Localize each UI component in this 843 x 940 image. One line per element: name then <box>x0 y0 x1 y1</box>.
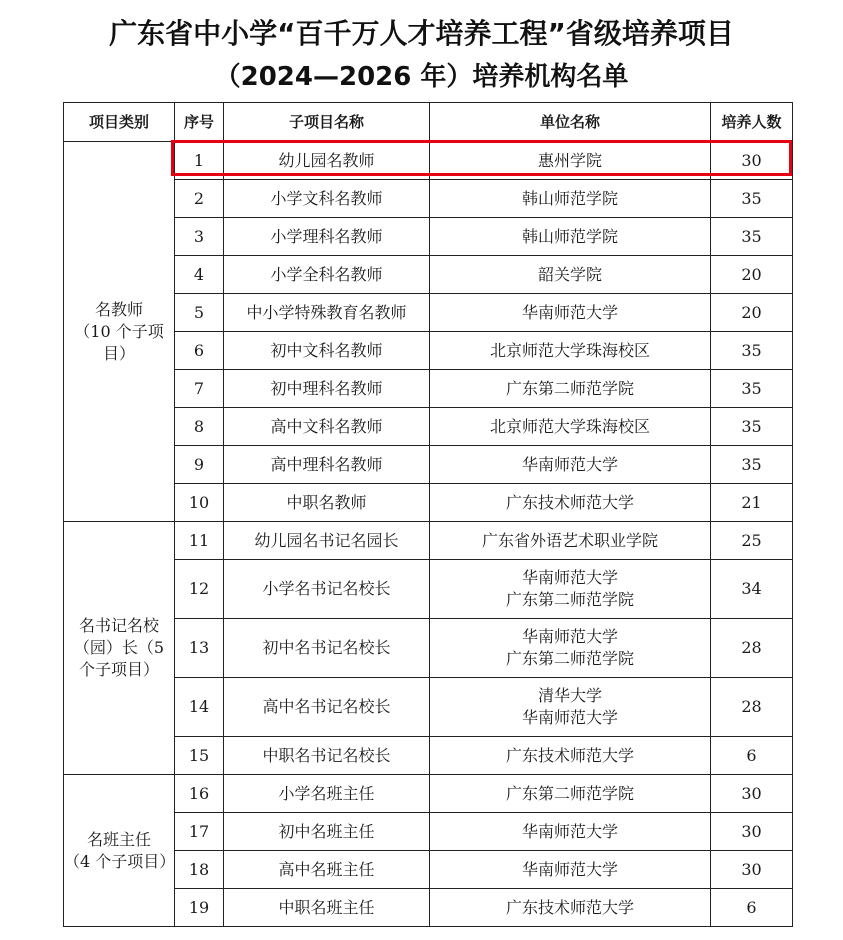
organization-name: 广东技术师范大学 <box>505 897 634 917</box>
subproject-name: 幼儿园名教师 <box>224 142 430 180</box>
organization-name: 华南师范大学 <box>521 302 618 322</box>
trainee-count: 28 <box>711 678 793 737</box>
organization-cell <box>430 678 711 737</box>
training-institution-table <box>63 102 793 927</box>
organization-name: 华南师范大学 <box>521 708 618 727</box>
row-number: 9 <box>175 446 224 484</box>
row-number: 12 <box>175 560 224 619</box>
subproject-name: 初中理科名教师 <box>224 370 430 408</box>
table-row <box>64 775 793 813</box>
trainee-count: 6 <box>711 737 793 775</box>
organization-cell <box>430 294 711 332</box>
organization-cell <box>430 522 711 560</box>
row-number: 8 <box>175 408 224 446</box>
organization-name: 广东技术师范大学 <box>505 492 634 512</box>
organization-name: 华南师范大学 <box>521 859 618 879</box>
row-number: 19 <box>175 889 224 927</box>
trainee-count: 35 <box>711 370 793 408</box>
organization-cell <box>430 142 711 180</box>
trainee-count: 20 <box>711 256 793 294</box>
organization-name: 广东第二师范学院 <box>505 649 634 668</box>
trainee-count: 30 <box>711 142 793 180</box>
organization-name: 广东省外语艺术职业学院 <box>481 530 658 550</box>
organization-name: 广东第二师范学院 <box>505 590 634 609</box>
header-subproject: 子项目名称 <box>224 103 430 142</box>
subproject-name: 小学名书记名校长 <box>224 560 430 619</box>
row-number: 11 <box>175 522 224 560</box>
subproject-name: 初中文科名教师 <box>224 332 430 370</box>
header-organization: 单位名称 <box>430 103 711 142</box>
row-number: 3 <box>175 218 224 256</box>
document-subtitle: （2024—2026 年）培养机构名单 <box>214 62 629 92</box>
category-label-line: 名班主任 <box>86 829 151 849</box>
trainee-count: 35 <box>711 408 793 446</box>
organization-name: 北京师范大学珠海校区 <box>489 340 650 360</box>
organization-name: 韩山师范学院 <box>521 188 618 208</box>
row-number: 15 <box>175 737 224 775</box>
row-number: 18 <box>175 851 224 889</box>
subproject-name: 高中名书记名校长 <box>224 678 430 737</box>
trainee-count: 30 <box>711 775 793 813</box>
trainee-count: 25 <box>711 522 793 560</box>
organization-cell <box>430 256 711 294</box>
row-number: 13 <box>175 619 224 678</box>
header-category: 项目类别 <box>64 103 175 142</box>
row-number: 2 <box>175 180 224 218</box>
organization-name: 华南师范大学 <box>521 454 618 474</box>
trainee-count: 21 <box>711 484 793 522</box>
table-body <box>64 142 793 927</box>
category-label-line: （园）长（5 <box>73 638 165 657</box>
subproject-name: 中职名书记名校长 <box>224 737 430 775</box>
trainee-count: 6 <box>711 889 793 927</box>
organization-name: 华南师范大学 <box>521 568 618 587</box>
trainee-count: 34 <box>711 560 793 619</box>
subproject-name: 中小学特殊教育名教师 <box>224 294 430 332</box>
trainee-count: 20 <box>711 294 793 332</box>
organization-name: 北京师范大学珠海校区 <box>489 416 650 436</box>
organization-name: 广东技术师范大学 <box>505 745 634 765</box>
subproject-name: 小学文科名教师 <box>224 180 430 218</box>
trainee-count: 28 <box>711 619 793 678</box>
category-label-line: 名教师 <box>94 299 143 319</box>
subproject-name: 高中理科名教师 <box>224 446 430 484</box>
table-header-row <box>64 103 793 142</box>
category-label-line: 名书记名校 <box>78 616 159 635</box>
row-number: 5 <box>175 294 224 332</box>
subproject-name: 小学理科名教师 <box>224 218 430 256</box>
organization-name: 韶关学院 <box>537 264 602 284</box>
category-cell <box>64 142 175 522</box>
subproject-name: 小学全科名教师 <box>224 256 430 294</box>
organization-cell <box>430 619 711 678</box>
row-number: 14 <box>175 678 224 737</box>
category-label-line: （10 个子项 <box>74 321 164 341</box>
category-label-line: 目） <box>102 343 135 363</box>
subproject-name: 小学名班主任 <box>224 775 430 813</box>
organization-name: 广东第二师范学院 <box>505 378 634 398</box>
header-number: 序号 <box>175 103 224 142</box>
row-number: 7 <box>175 370 224 408</box>
category-label-line: 个子项目） <box>78 660 159 679</box>
organization-cell <box>430 737 711 775</box>
trainee-count: 35 <box>711 180 793 218</box>
table-row <box>64 142 793 180</box>
subproject-name: 高中文科名教师 <box>224 408 430 446</box>
organization-name: 华南师范大学 <box>521 821 618 841</box>
organization-name: 韩山师范学院 <box>521 226 618 246</box>
organization-name: 广东第二师范学院 <box>505 783 634 803</box>
organization-name: 清华大学 <box>537 686 602 705</box>
subproject-name: 中职名教师 <box>224 484 430 522</box>
organization-cell <box>430 813 711 851</box>
category-cell <box>64 522 175 775</box>
subproject-name: 初中名班主任 <box>224 813 430 851</box>
trainee-count: 30 <box>711 813 793 851</box>
organization-name: 华南师范大学 <box>521 627 618 646</box>
organization-cell <box>430 332 711 370</box>
document-title: 广东省中小学“百千万人才培养工程”省级培养项目 <box>109 17 734 50</box>
row-number: 4 <box>175 256 224 294</box>
organization-cell <box>430 408 711 446</box>
header-trainee-count: 培养人数 <box>711 103 793 142</box>
subproject-name: 幼儿园名书记名园长 <box>224 522 430 560</box>
subproject-name: 初中名书记名校长 <box>224 619 430 678</box>
organization-cell <box>430 560 711 619</box>
trainee-count: 30 <box>711 851 793 889</box>
row-number: 16 <box>175 775 224 813</box>
trainee-count: 35 <box>711 446 793 484</box>
organization-cell <box>430 851 711 889</box>
organization-cell <box>430 889 711 927</box>
trainee-count: 35 <box>711 218 793 256</box>
row-number: 17 <box>175 813 224 851</box>
organization-cell <box>430 446 711 484</box>
category-cell <box>64 775 175 927</box>
organization-cell <box>430 775 711 813</box>
table-row <box>64 522 793 560</box>
organization-cell <box>430 218 711 256</box>
row-number: 1 <box>175 142 224 180</box>
subproject-name: 高中名班主任 <box>224 851 430 889</box>
row-number: 10 <box>175 484 224 522</box>
organization-name: 惠州学院 <box>537 150 602 170</box>
organization-cell <box>430 370 711 408</box>
subproject-name: 中职名班主任 <box>224 889 430 927</box>
organization-cell <box>430 484 711 522</box>
organization-cell <box>430 180 711 218</box>
trainee-count: 35 <box>711 332 793 370</box>
row-number: 6 <box>175 332 224 370</box>
category-label-line: （4 个子项目） <box>64 851 176 871</box>
